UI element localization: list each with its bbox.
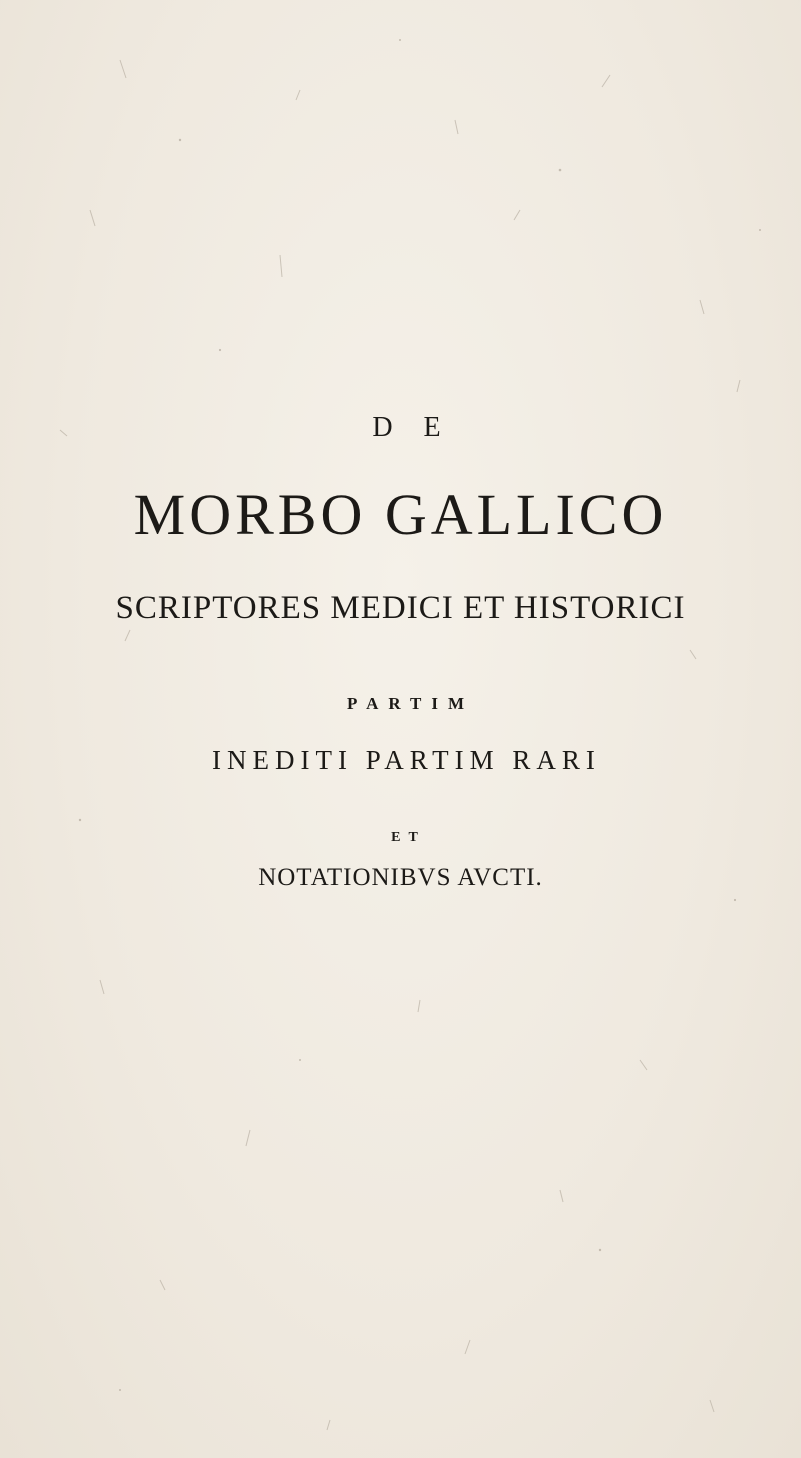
partim-line: PARTIM: [346, 694, 475, 713]
heading-de: D E: [372, 412, 453, 443]
et-line: ET: [391, 830, 426, 845]
subtitle: SCRIPTORES MEDICI ET HISTORICI: [115, 590, 686, 626]
notationibus-line: NOTATIONIBVS AVCTI.: [258, 864, 543, 891]
inediti-line: INEDITI PARTIM RARI: [212, 745, 601, 775]
main-title: MORBO GALLICO: [133, 482, 668, 547]
